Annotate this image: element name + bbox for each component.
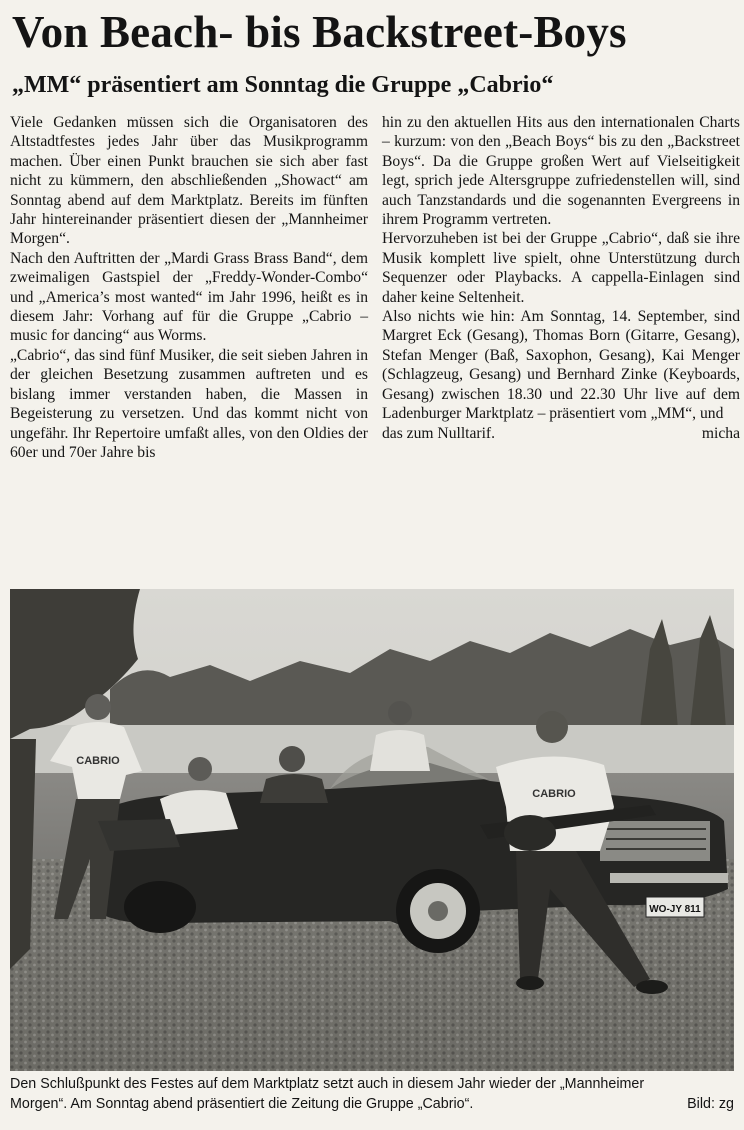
band-photo	[10, 589, 734, 1071]
article-column-left	[10, 113, 368, 462]
paragraph: „Cabrio“, das sind fünf Musiker, die seit sieben Jahren in der gleichen Besetzung zusammen auftreten und es bislang immer verstanden haben, die Massen in Begeisterung zu versetzen. Und das kommt nicht von ungefähr. Ihr Repertoire umfaßt alles, von den Oldies der 60er und 70er Jahre bis	[10, 346, 368, 461]
shirt-print-text: CABRIO	[76, 755, 120, 767]
band-photo-illustration	[10, 589, 734, 1071]
license-plate-text: WO-JY 811	[649, 904, 701, 915]
photo-caption	[10, 1074, 734, 1114]
caption-text: Den Schlußpunkt des Festes auf dem Marktplatz setzt auch in diesem Jahr wieder der „Mannheimer Morgen“. Am Sonntag abend präsentiert die Zeitung die Gruppe „Cabrio“.	[10, 1076, 645, 1112]
paragraph: Hervorzuheben ist bei der Gruppe „Cabrio“, daß sie ihre Musik komplett live spielt, ohne Unterstützung durch Sequenzer oder Playbacks. A cappella-Einlagen sind daher keine Seltenheit.	[382, 230, 740, 306]
headline: Von Beach- bis Backstreet-Boys	[12, 7, 627, 57]
byline-row	[382, 424, 740, 443]
paragraph: Viele Gedanken müssen sich die Organisatoren des Altstadtfestes jedes Jahr über das Musikprogramm machen. Über einen Punkt brauchen sie sich aber fast nicht zu kümmern, den abschließenden „Showact“ am Sonntag abend auf dem Marktplatz. Bereits im fünften Jahr hintereinander präsentiert diesen der „Mannheimer Morgen“.	[10, 114, 368, 248]
author-byline: micha	[701, 424, 740, 442]
photo-credit: Bild: zg	[687, 1096, 734, 1112]
shirt-print-text: CABRIO	[532, 788, 576, 800]
closing-text: das zum Nulltarif.	[382, 424, 496, 442]
article-column-right	[382, 113, 740, 443]
paragraph: hin zu den aktuellen Hits aus den internationalen Charts – kurzum: von den „Beach Boys“ bis zu den „Backstreet Boys“. Da die Gruppe großen Wert auf Vielseitigkeit legt, sprich jede Altersgruppe zufriedenstellen will, sind auch Tanzstandards und die sogenannten Evergreens in ihrem Programm vertreten.	[382, 114, 740, 229]
subheadline: „MM“ präsentiert am Sonntag die Gruppe „Cabrio“	[12, 72, 554, 98]
paragraph: Also nichts wie hin: Am Sonntag, 14. September, sind Margret Eck (Gesang), Thomas Born (Gitarre, Gesang), Stefan Menger (Baß, Saxophon, Gesang), Kai Menger (Schlagzeug, Gesang) und Bernhard Zinke (Keyboards, Gesang) zwischen 18.30 und 22.30 Uhr live auf dem Ladenburger Marktplatz – präsentiert vom „MM“, und	[382, 308, 740, 423]
paragraph: Nach den Auftritten der „Mardi Grass Brass Band“, dem zweimaligen Gastspiel der „Freddy-Wonder-Combo“ und „America’s most wanted“ im Jahr 1996, heißt es in diesem Jahr: Vorhang auf für die Gruppe „Cabrio – music for dancing“ aus Worms.	[10, 249, 368, 345]
